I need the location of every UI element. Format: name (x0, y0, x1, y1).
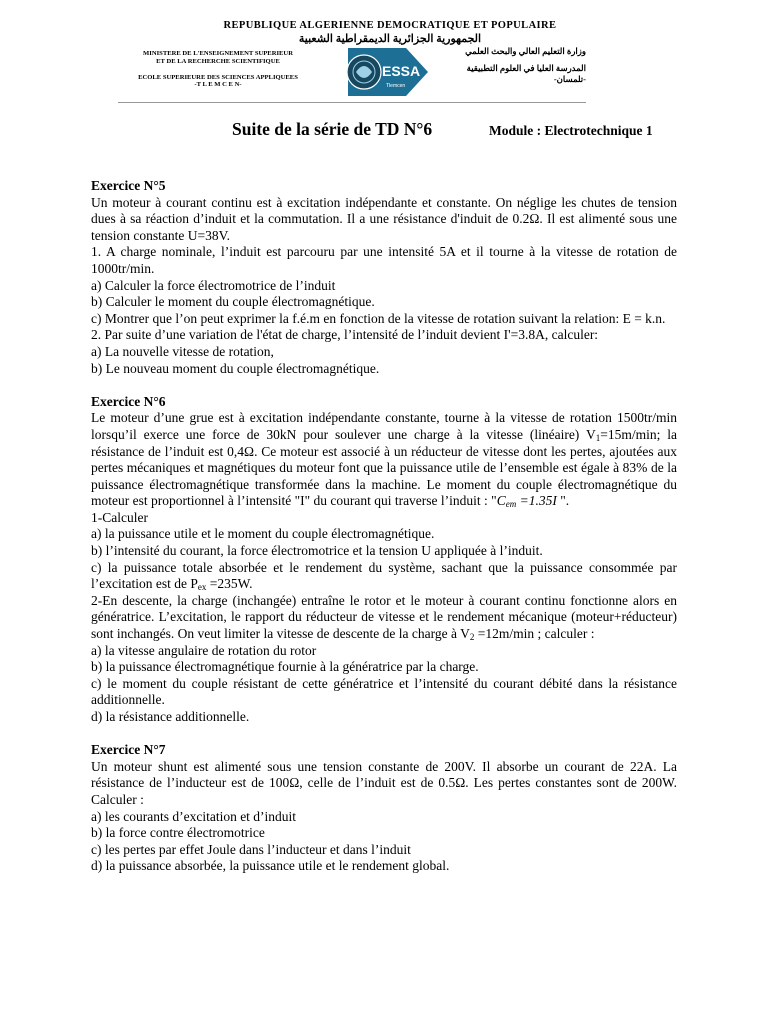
module-label: Module : Electrotechnique 1 (489, 123, 653, 138)
exercise-5-q1a: a) Calculer la force électromotrice de l’induit (91, 277, 336, 293)
exercise-6-part2: 2-En descente, la charge (inchangée) entraîne le rotor et le moteur à courant continu fonctionne alors en génératrice. L’excitation, le rapport du réducteur de vitesse et le rendement mécanique (moteur+réducteur) sont inchangés. On veut limiter la vitesse de descente de la charge à $V_2 =12m/\min$ ; calculer : (91, 592, 677, 643)
exercise-7-qd: d) la puissance absorbée, la puissance utile et le rendement global. (91, 858, 450, 874)
header-divider (118, 102, 586, 103)
school-line-2: -T L E M C E N- (194, 81, 242, 89)
ministry-line-2: ET DE LA RECHERCHE SCIENTIFIQUE (156, 57, 280, 65)
exercise-5-q2b: b) Le nouveau moment du couple électromagnétique. (91, 360, 380, 376)
exercise-7-title: Exercice N°7 (91, 742, 166, 758)
exercise-7-qa: a) les courants d’excitation et d’induit (91, 808, 297, 824)
logo-text: ESSA (382, 63, 421, 79)
exercise-5-title: Exercice N°5 (91, 178, 166, 193)
exercise-7-qb: b) la force contre électromotrice (91, 825, 265, 841)
exercise-5-q2a: a) La nouvelle vitesse de rotation, (91, 343, 274, 359)
exercise-6-q2b: b) la puissance électromagnétique fournie à la génératrice par la charge. (91, 659, 479, 675)
exercise-6-q2d: d) la résistance additionnelle. (91, 709, 250, 724)
logo-subtext: Tlemcen (386, 83, 406, 89)
exercise-5-q1b: b) Calculer le moment du couple électromagnétique. (91, 294, 375, 310)
school-ar-2: -تلمسان- (553, 74, 586, 84)
exercise-5-q1: 1. A charge nominale, l’induit est parcouru par une intensité 5A et il tourne à la vitesse de rotation de 1000tr/min. (91, 244, 677, 276)
ministry-block-fr (118, 50, 318, 89)
exercise-6-q1a: a) la puissance utile et le moment du couple électromagnétique. (91, 526, 435, 542)
exercise-5-q2: 2. Par suite d’une variation de l'état de charge, l’intensité de l’induit devient I'=3.8A, calculer: (91, 327, 599, 343)
exercise-6-q1c: c) la puissance totale absorbée et le rendement du système, sachant que la puissance consommée par l’excitation est de $P_{ex} =235W$. (91, 559, 677, 593)
exercise-6-title: Exercice N°6 (91, 393, 166, 409)
exercise-6-part1-heading: 1-Calculer (91, 509, 148, 525)
ministry-block-ar (436, 46, 586, 85)
document-body (91, 178, 677, 875)
ministry-line-1: MINISTERE DE L'ENSEIGNEMENT SUPERIEUR (143, 50, 293, 57)
exercise-7-intro: Un moteur shunt est alimenté sous une tension constante de 200V. Il absorbe un courant de 22A. La résistance de l’inducteur est de 100Ω, celle de l’induit est de 0.5Ω. Les pertes constantes sont de 200W. Calculer : (91, 758, 677, 807)
school-line-1: ECOLE SUPERIEURE DES SCIENCES APPLIQUEES (138, 73, 298, 81)
ministry-ar: وزارة التعليم العالي والبحث العلمي (465, 46, 586, 56)
exercise-7-qc: c) les pertes par effet Joule dans l’inducteur et dans l’induit (91, 841, 411, 857)
exercise-5 (91, 178, 677, 377)
school-ar-1: المدرسة العليا في العلوم التطبيقية (466, 63, 586, 73)
exercise-6 (91, 394, 677, 726)
exercise-5-intro: Un moteur à courant continu est à excitation indépendante et constante. On néglige les chutes de tension dues à sa réaction d’induit et la commutation. Il a une résistance d'induit de 0.2Ω. Il est alimenté sous une tension constante U=38V. (91, 194, 677, 243)
document-title: Suite de la série de TD N°6 (232, 119, 433, 139)
republic-title-ar: الجمهورية الجزائرية الديمقراطية الشعبية (298, 33, 482, 45)
republic-title-fr: REPUBLIQUE ALGERIENNE DEMOCRATIQUE ET POPULAIRE (223, 20, 557, 31)
exercise-6-q1b: b) l’intensité du courant, la force électromotrice et la tension U appliquée à l’induit. (91, 543, 543, 559)
exercise-7 (91, 742, 677, 875)
exercise-5-q1c: c) Montrer que l’on peut exprimer la f.é.m en fonction de la vitesse de rotation suivant la relation: E = k.n. (91, 310, 666, 326)
exercise-6-q2c: c) le moment du couple résistant de cette génératrice et l’intensité du courant débité dans la résistance additionnelle. (91, 675, 677, 708)
exercise-6-statement: Le moteur d’une grue est à excitation indépendante constante, tourne à la vitesse de rotation 1500tr/min lorsqu’il exerce une force de 30kN pour soulever une charge à la vitesse (linéaire) $V_1=15m/\min$; la résistance de l’induit est 0,4Ω. Ce moteur est associé à un réducteur de vitesse dont les pertes, ajoutées aux pertes mécaniques et magnétiques du moteur font que la puissance utile de l’ensemble est égale à 83% de la puissance électromagnétique transformée dans la machine. Le moment du couple électromagnétique du moteur est proportionnel à l’intensité "I" du courant qui traverse l’induit : "$C_{em} =1.35I$ ". (91, 410, 677, 510)
exercise-6-q2a: a) la vitesse angulaire de rotation du rotor (91, 642, 317, 658)
essa-logo (342, 46, 430, 98)
